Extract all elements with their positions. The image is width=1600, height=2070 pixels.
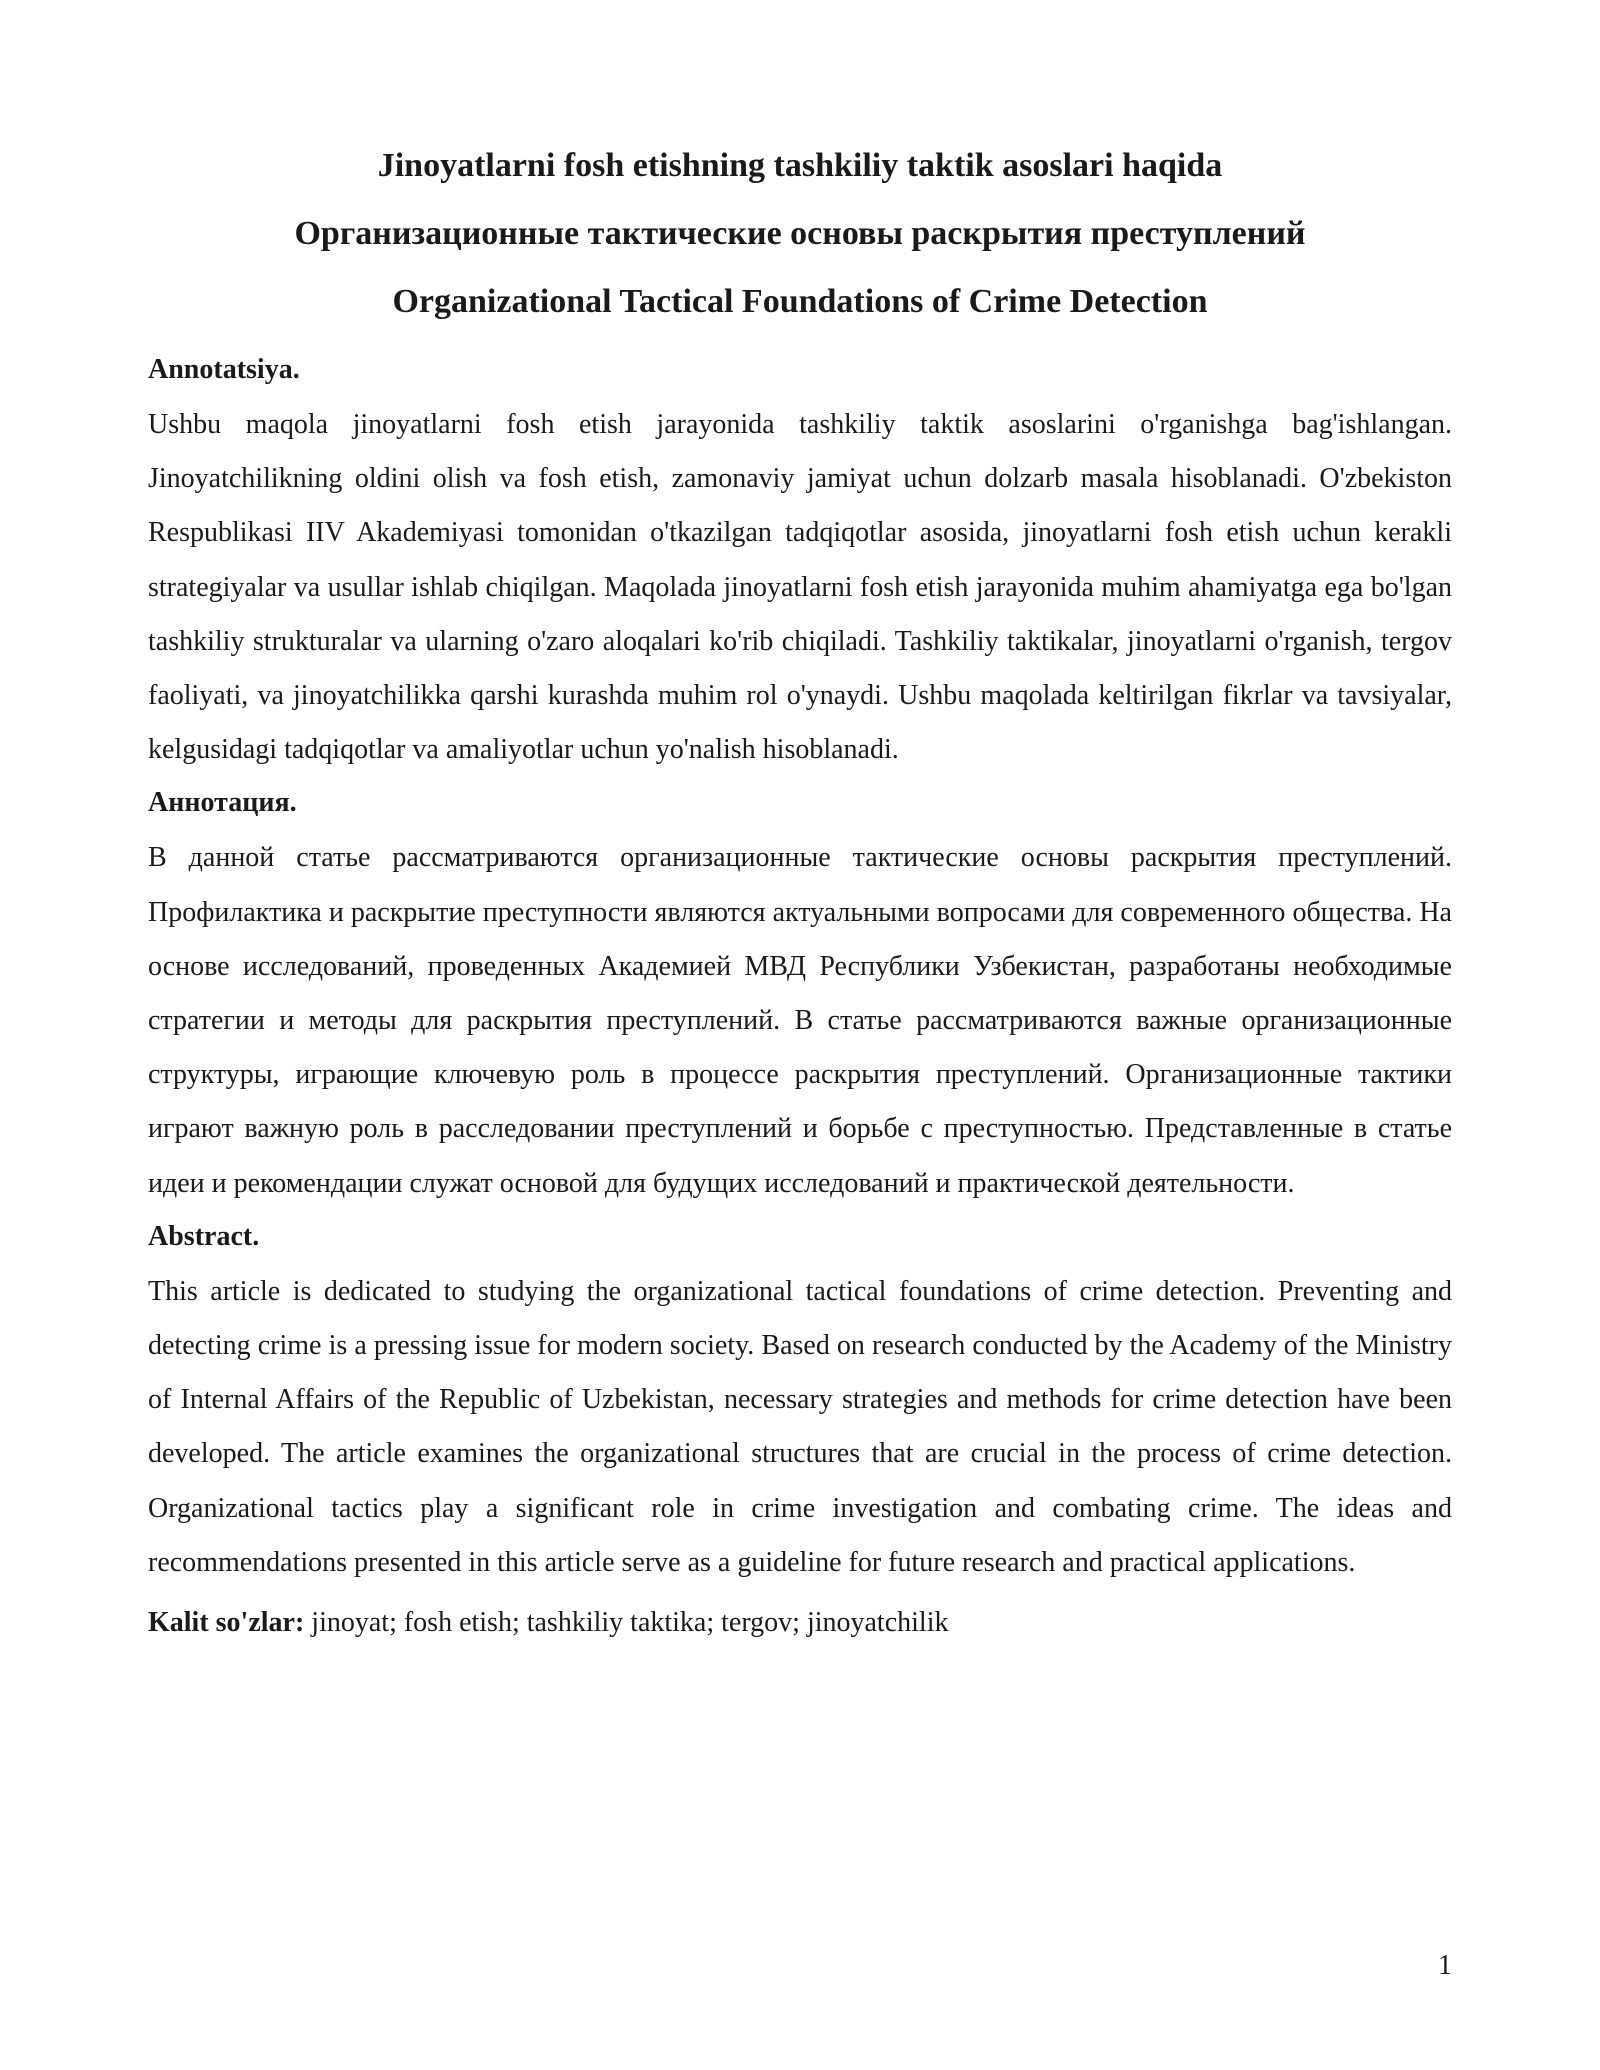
annotation-uzbek-text: Ushbu maqola jinoyatlarni fosh etish jarayonida tashkiliy taktik asoslarini o'rganishga bag'ishlangan. Jinoyatchilikning oldini olish va fosh etish, zamonaviy jamiyat uchun dolzarb masala hisoblanadi. O'zbekiston Respublikasi IIV Akademiyasi tomonidan o'tkazilgan tadqiqotlar asosida, jinoyatlarni fosh etish uchun kerakli strategiyalar va usullar ishlab chiqilgan. Maqolada jinoyatlarni fosh etish jarayonida muhim ahamiyatga ega bo'lgan tashkiliy strukturalar va ularning o'zaro aloqalari ko'rib chiqiladi. Tashkiliy taktikalar, jinoyatlarni o'rganish, tergov faoliyati, va jinoyatchilikka qarshi kurashda muhim rol o'ynaydi. Ushbu maqolada keltirilgan fikrlar va tavsiyalar, kelgusidagi tadqiqotlar va amaliyotlar uchun yo'nalish hisoblanadi. xyxy=(148,409,1452,766)
annotation-russian-section xyxy=(148,783,1452,1210)
title-english: Organizational Tactical Foundations of Crime Detection xyxy=(392,283,1208,320)
abstract-english-heading: Abstract. xyxy=(148,1220,260,1252)
title-uzbek: Jinoyatlarni fosh etishning tashkiliy taktik asoslari haqida xyxy=(377,147,1223,184)
title-russian: Организационные тактические основы раскрытия преступлений xyxy=(294,215,1306,252)
keywords-text: jinoyat; fosh etish; tashkiliy taktika; tergov; jinoyatchilik xyxy=(304,1607,949,1639)
keywords-line xyxy=(148,1596,1452,1650)
annotation-russian-heading: Аннотация. xyxy=(148,787,297,819)
document-page xyxy=(148,140,1452,1650)
annotation-russian-text: В данной статье рассматриваются организационные тактические основы раскрытия преступлений. Профилактика и раскрытие преступности являются актуальными вопросами для современного общества. На основе исследований, проведенных Академией МВД Республики Узбекистан, разработаны необходимые стратегии и методы для раскрытия преступлений. В статье рассматриваются важные организационные структуры, играющие ключевую роль в процессе раскрытия преступлений. Организационные тактики играют важную роль в расследовании преступлений и борьбе с преступностью. Представленные в статье идеи и рекомендации служат основой для будущих исследований и практической деятельности. xyxy=(148,842,1452,1199)
abstract-english-text: This article is dedicated to studying the organizational tactical foundations of crime detection. Preventing and detecting crime is a pressing issue for modern society. Based on research conducted by the Academy of the Ministry of Internal Affairs of the Republic of Uzbekistan, necessary strategies and methods for crime detection have been developed. The article examines the organizational structures that are crucial in the process of crime detection. Organizational tactics play a significant role in crime investigation and combating crime. The ideas and recommendations presented in this article serve as a guideline for future research and practical applications. xyxy=(148,1275,1452,1578)
annotation-uzbek-heading: Annotatsiya. xyxy=(148,354,300,385)
abstract-english-section xyxy=(148,1217,1452,1590)
keywords-label: Kalit so'zlar: xyxy=(148,1607,305,1639)
page-number: 1 xyxy=(1438,1950,1452,1981)
annotation-uzbek-section xyxy=(148,350,1452,777)
